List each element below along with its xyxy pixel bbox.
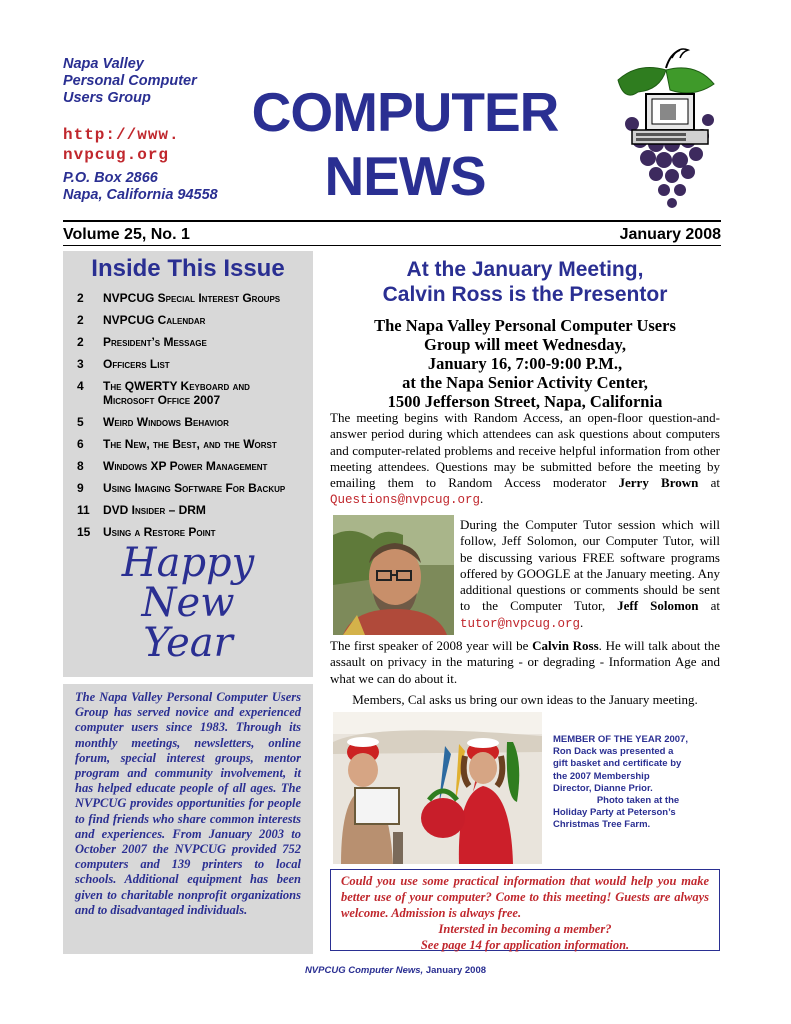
paragraph-text: .	[580, 614, 584, 630]
cta-application-line: See page 14 for application information.	[420, 938, 630, 952]
mission-text: The Napa Valley Personal Computer Users Group has served novice and experienced computer users since 1983. Through its monthly meetings, newsletters, online forum, special interest groups, mentor program and community involvement, it has helped educate people of all ages. The NVPCUG provides opportunities for people to find friends who share common interests and experiences. From January 2003 to October 2007 the NVPCUG provided 752 computers and 139 printers to local schools. Additional equipment has been given to charitable nonprofit organizations and to disadvantaged individuals.	[75, 690, 301, 917]
paragraph-text: The meeting begins with Random Access, an open-floor question-and-answer period during which attendees can ask questions about computers and computer-related problems and receive helpful information from other meeting attendees. Questions may be submitted before the meeting by emailing them to Random Access moderator	[330, 410, 720, 491]
toc-page: 2	[77, 335, 84, 349]
member-of-year-photo	[333, 712, 542, 864]
toc-heading: Inside This Issue	[91, 255, 285, 282]
website-url[interactable]	[63, 125, 180, 165]
title-line: NEWS	[324, 145, 486, 207]
issue-date: January 2008	[619, 226, 721, 243]
caption-line: MEMBER OF THE YEAR 2007,	[553, 734, 688, 745]
headline-line: Calvin Ross is the Presentor	[382, 283, 668, 306]
toc-page: 6	[77, 437, 84, 451]
paragraph-text: During the Computer Tutor session which will follow, Jeff Solomon, our Computer Tutor, will be discussing various FREE software programs offered by GOOGLE at the January meeting. Any additional questions or comments should be sent to the Computer Tutor,	[460, 517, 720, 614]
toc-item[interactable]	[77, 437, 277, 451]
tutor-name: Jeff Solomon	[617, 598, 699, 614]
address-line: P.O. Box 2866	[63, 170, 158, 186]
page-footer	[0, 965, 791, 976]
title-line: COMPUTER	[251, 81, 559, 143]
cta-text: Could you use some practical information that would help you make better use of your computer? Come to this meeting! Guests are always welcome. Admission is always free.	[341, 874, 709, 920]
toc-title: Using a Restore Point	[103, 525, 216, 539]
toc-title: President’s Message	[103, 335, 207, 349]
random-access-paragraph	[330, 410, 720, 509]
address-line: Napa, California 94558	[63, 187, 218, 203]
toc-page: 9	[77, 481, 84, 495]
paragraph-text: . He will talk about the assault on privacy in the maturing - or degrading - Information Age and what we can do about it.	[330, 638, 720, 686]
toc-page: 4	[77, 379, 84, 393]
caption-line: Christmas Tree Farm.	[553, 819, 651, 831]
caption-line: Director, Dianne Prior.	[553, 782, 653, 794]
toc-title: Using Imaging Software For Backup	[103, 481, 286, 495]
greeting-line: New	[141, 580, 235, 626]
toc-title: NVPCUG Calendar	[103, 313, 206, 327]
meeting-line: Group will meet Wednesday,	[424, 335, 626, 354]
toc-item[interactable]	[77, 291, 280, 305]
footer-title: NVPCUG Computer News,	[304, 965, 424, 976]
paragraph-text: at	[698, 475, 720, 491]
org-name-line: Personal Computer	[63, 73, 197, 89]
website-url-line[interactable]: nvpcug.org	[63, 146, 170, 164]
article-headline	[330, 257, 720, 307]
toc-title: NVPCUG Special Interest Groups	[103, 291, 281, 305]
toc-page: 15	[77, 525, 91, 539]
toc-page: 11	[77, 503, 90, 517]
toc-title: Weird Windows Behavior	[103, 415, 229, 429]
speaker-name: Calvin Ross	[532, 638, 599, 653]
paragraph-text: .	[480, 491, 484, 507]
toc-item[interactable]	[77, 481, 285, 495]
members-ideas-paragraph: Members, Cal asks us bring our own ideas to the January meeting.	[352, 692, 698, 707]
meeting-line: January 16, 7:00-9:00 P.M.,	[427, 354, 623, 373]
computer-tutor-paragraph	[460, 517, 720, 632]
mailing-address	[63, 170, 218, 204]
greeting-line: Happy	[121, 540, 255, 586]
toc-title: Windows XP Power Management	[103, 459, 268, 473]
toc-title: Officers List	[103, 357, 170, 371]
toc-title: DVD Insider – DRM	[103, 503, 206, 517]
caption-line: the 2007 Membership	[553, 770, 650, 782]
happy-new-year-greeting	[63, 540, 313, 666]
grape-computer-logo-icon	[600, 40, 730, 210]
caption-line: Ron Dack was presented a	[553, 746, 674, 758]
website-url-line[interactable]: http://www.	[63, 126, 180, 144]
newsletter-title	[240, 80, 570, 208]
cta-membership-line: Intersted in becoming a member?	[438, 922, 612, 936]
toc-page: 8	[77, 459, 84, 473]
meeting-details	[330, 316, 720, 411]
toc-item[interactable]	[77, 357, 170, 371]
org-name	[63, 56, 233, 107]
moderator-name: Jerry Brown	[618, 475, 699, 491]
toc-title-cont: Microsoft Office 2007	[103, 393, 221, 407]
toc-item[interactable]	[77, 313, 205, 327]
caption-line: gift basket and certificate by	[553, 758, 682, 770]
questions-email-link[interactable]: Questions@nvpcug.org	[330, 493, 481, 508]
meeting-line: at the Napa Senior Activity Center,	[402, 373, 648, 392]
headline-line: At the January Meeting,	[406, 258, 644, 281]
meeting-line: The Napa Valley Personal Computer Users	[374, 316, 676, 335]
toc-item[interactable]	[77, 525, 216, 539]
masthead-rule	[63, 220, 721, 222]
toc-item[interactable]	[77, 459, 267, 473]
speaker-paragraph	[330, 638, 720, 687]
footer-date: January 2008	[423, 965, 487, 976]
paragraph-text: at	[698, 598, 720, 614]
toc-item[interactable]	[77, 415, 229, 429]
toc-title: The QWERTY Keyboard and	[103, 379, 250, 393]
toc-page: 3	[77, 357, 84, 371]
tutor-email-link[interactable]: tutor@nvpcug.org	[460, 616, 581, 631]
toc-page: 5	[77, 415, 84, 429]
org-name-line: Users Group	[63, 90, 151, 106]
toc-item[interactable]	[77, 335, 207, 349]
call-to-action-box	[330, 869, 720, 951]
toc-item[interactable]	[77, 503, 206, 517]
issue-rule	[63, 245, 721, 246]
paragraph-text: The first speaker of 2008 year will be	[330, 638, 533, 653]
toc-page: 2	[77, 291, 84, 305]
greeting-line: Year	[143, 620, 233, 666]
toc-item[interactable]	[77, 379, 250, 407]
volume-number: Volume 25, No. 1	[63, 226, 190, 243]
meeting-line: 1500 Jefferson Street, Napa, California	[387, 392, 663, 411]
org-name-line: Napa Valley	[63, 56, 144, 72]
photo-caption	[553, 734, 723, 832]
mission-statement-box	[63, 684, 313, 954]
presenter-photo	[333, 515, 454, 635]
caption-line: Holiday Party at Peterson’s	[553, 807, 676, 819]
toc-title: The New, the Best, and the Worst	[103, 437, 277, 451]
inside-this-issue-box	[63, 251, 313, 677]
toc-page: 2	[77, 313, 84, 327]
caption-line: Photo taken at the	[596, 795, 680, 807]
